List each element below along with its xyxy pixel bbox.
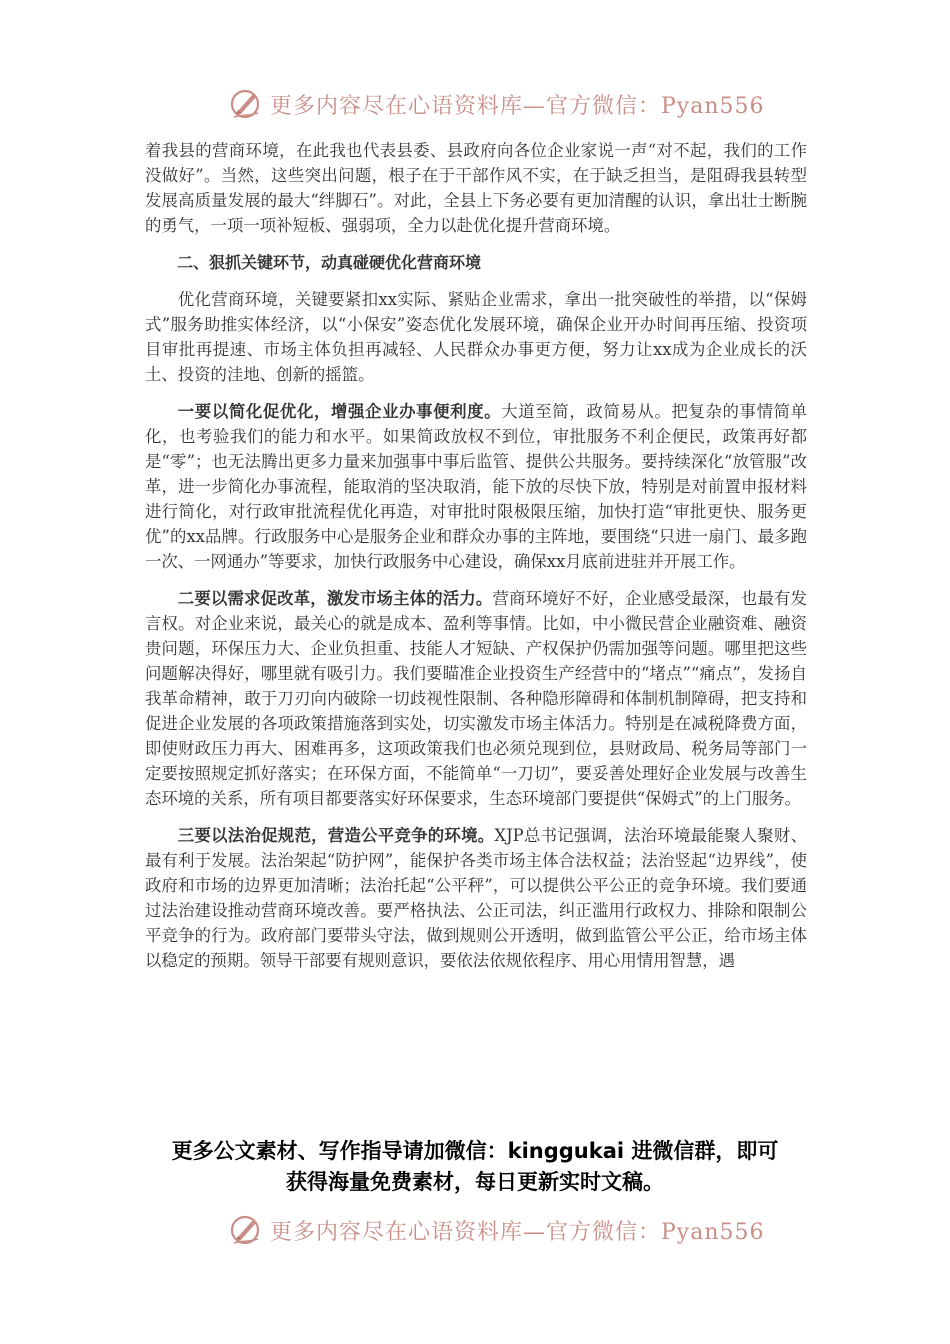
- point-lead-3: 三要以法治促规范，营造公平竞争的环境。: [177, 826, 495, 845]
- section-heading: 二、狠抓关键环节，动真碰硬优化营商环境: [177, 253, 482, 272]
- point-lead-1: 一要以简化促优化，增强企业办事便利度。: [177, 402, 502, 421]
- point-lead-2: 二要以需求促改革，激发市场主体的活力。: [177, 589, 493, 608]
- footer-watermark: [228, 1210, 765, 1250]
- section-intro-paragraph: 优化营商环境，关键要紧扣xx实际、紧贴企业需求，拿出一批突破性的举措，以“保姆式”服务助推实体经济，以“小保安”姿态优化发展环境，确保企业开办时间再压缩、投资项目审批再提速、市场主体负担再减轻、人民群众办事更方便，努力让xx成为企业成长的沃土、投资的洼地、创新的摇篮。: [145, 290, 807, 384]
- article-body: [145, 138, 807, 985]
- point-paragraph-3: [145, 823, 807, 973]
- intro-paragraph: 着我县的营商环境，在此我也代表县委、县政府向各位企业家说一声“对不起，我们的工作没做好”。当然，这些突出问题，根子在于干部作风不实，在于缺乏担当，是阻碍我县转型发展高质量发展的最大“绊脚石”。对此，全县上下务必要有更加清醒的认识，拿出壮士断腕的勇气，一项一项补短板、强弱项，全力以赴优化提升营商环境。: [145, 141, 807, 235]
- promo-line-1: 更多公文素材、写作指导请加微信：kinggukai 进微信群，即可: [171, 1139, 779, 1163]
- pen-logo-icon: [228, 1212, 264, 1248]
- point-text-1: 大道至简，政简易从。把复杂的事情简单化，也考验我们的能力和水平。如果简政放权不到位，审批服务不利企便民，政策再好都是“零”；也无法腾出更多力量来加强事中事后监管、提供公共服务。要持续深化“放管服”改革，进一步简化办事流程，能取消的坚决取消，能下放的尽快下放，特别是对前置申报材料进行简化，对行政审批流程优化再造，对审批时限极限压缩，加快打造“审批更快、服务更优”的xx品牌。行政服务中心是服务企业和群众办事的主阵地，要围绕“只进一扇门、最多跑一次、一网通办”等要求，加快行政服务中心建设，确保xx月底前进驻并开展工作。: [145, 402, 808, 571]
- point-text-2: 营商环境好不好，企业感受最深，也最有发言权。对企业来说，最关心的就是成本、盈利等事情。比如，中小微民营企业融资难、融资贵问题，环保压力大、企业负担重、技能人才短缺、产权保护仍需加强等问题。哪里把这些问题解决得好，哪里就有吸引力。我们要瞄准企业投资生产经营中的“堵点”“痛点”，发扬自我革命精神，敢于刀刃向内破除一切歧视性限制、各种隐形障碍和体制机制障碍，把支持和促进企业发展的各项政策措施落到实处，切实激发市场主体活力。特别是在减税降费方面，即使财政压力再大、困难再多，这项政策我们也必须兑现到位，县财政局、税务局等部门一定要按照规定抓好落实；在环保方面，不能简单“一刀切”，要妥善处理好企业发展与改善生态环境的关系，所有项目都要落实好环保要求，生态环境部门要提供“保姆式”的上门服务。: [145, 589, 807, 808]
- watermark-text: 更多内容尽在心语资料库—官方微信：Pyan556: [270, 1219, 765, 1245]
- header-watermark: [228, 84, 765, 124]
- promo-line-2: 获得海量免费素材，每日更新实时文稿。: [286, 1170, 664, 1194]
- point-paragraph-2: [145, 586, 807, 811]
- watermark-text: 更多内容尽在心语资料库—官方微信：Pyan556: [270, 93, 765, 119]
- pen-logo-icon: [228, 86, 264, 122]
- promo-banner: [120, 1136, 830, 1198]
- point-paragraph-1: [145, 399, 807, 574]
- point-text-3: XJP总书记强调，法治环境最能聚人聚财、最有利于发展。法治架起“防护网”，能保护各类市场主体合法权益；法治竖起“边界线”，使政府和市场的边界更加清晰；法治托起“公平秤”，可以提供公平公正的竞争环境。我们要通过法治建设推动营商环境改善。要严格执法、公正司法，纠正滥用行政权力、排除和限制公平竞争的行为。政府部门要带头守法，做到规则公开透明，做到监管公平公正，给市场主体以稳定的预期。领导干部要有规则意识，要依法依规依程序、用心用情用智慧，遇: [145, 826, 807, 970]
